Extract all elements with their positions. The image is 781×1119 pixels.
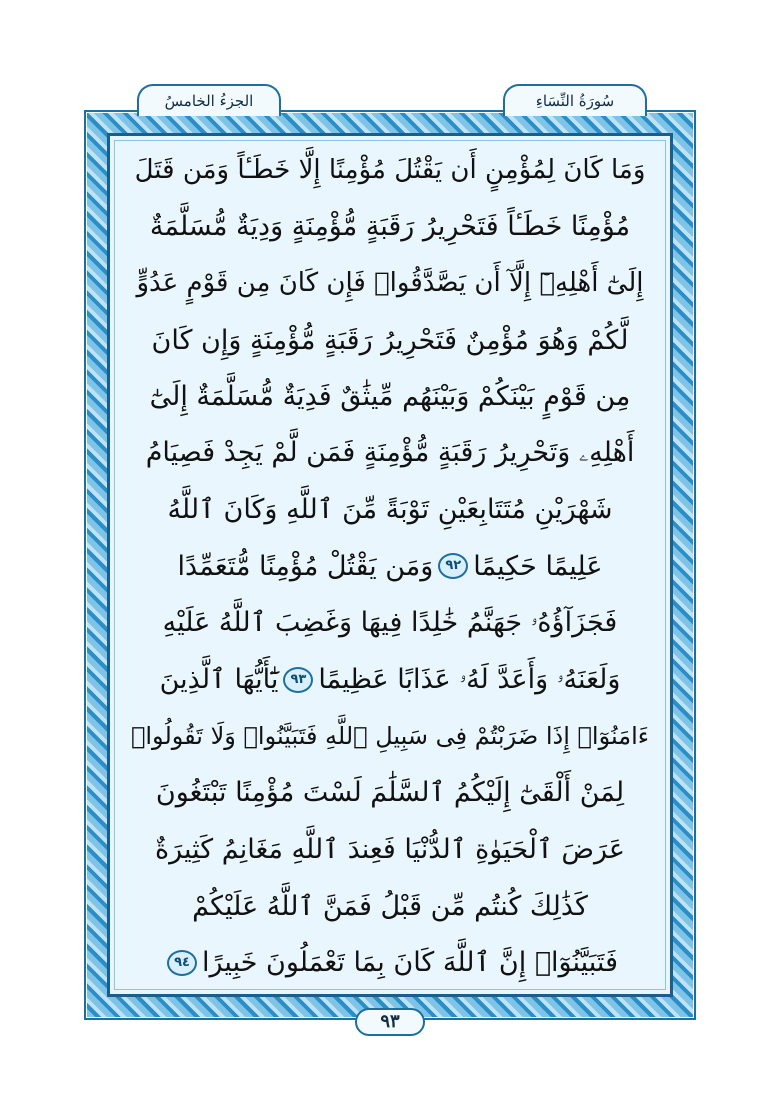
verse-line <box>128 708 652 765</box>
verse-line <box>128 425 652 482</box>
line-text: مُؤْمِنًا خَطَـٔاً فَتَحْرِيرُ رَقَبَةٍ مُّؤْمِنَةٍ وَدِيَةٌ مُّسَلَّمَةٌ <box>149 211 631 243</box>
line-text-after-marker: يَٰٓأَيُّهَا ٱلَّذِينَ <box>159 664 279 696</box>
line-text: لِمَنْ أَلْقَىٰٓ إِلَيْكُمُ ٱلسَّلَٰمَ لَسْتَ مُؤْمِنًا تَبْتَغُونَ <box>155 777 625 809</box>
line-text: مِن قَوْمٍ بَيْنَكُمْ وَبَيْنَهُم مِّيثَٰقٌ فَدِيَةٌ مُّسَلَّمَةٌ إِلَىٰٓ <box>149 381 631 413</box>
line-text: عَلِيمًا حَكِيمًا <box>473 550 603 582</box>
verse-line <box>128 312 652 369</box>
page-number: ٩٣ <box>355 1008 425 1036</box>
verse-line <box>128 538 652 595</box>
line-text-after-marker: وَمَن يَقْتُلْ مُؤْمِنًا مُّتَعَمِّدًا <box>177 550 434 582</box>
verse-line <box>128 651 652 708</box>
ayah-number-marker: ٩٤ <box>167 950 197 976</box>
line-text: وَلَعَنَهُۥ وَأَعَدَّ لَهُۥ عَذَابًا عَظِيمًا <box>318 663 621 695</box>
line-text: وَمَا كَانَ لِمُؤْمِنٍ أَن يَقْتُلَ مُؤْمِنًا إِلَّا خَطَـٔاً وَمَن قَتَلَ <box>134 155 646 186</box>
line-text: فَجَزَآؤُهُۥ جَهَنَّمُ خَٰلِدًا فِيهَا وَغَضِبَ ٱللَّهُ عَلَيْهِ <box>162 607 618 639</box>
juz-label: الجزءُ الخامسُ <box>164 92 254 110</box>
surah-label: سُورَةُ النِّسَاءِ <box>535 92 615 110</box>
verse-line <box>128 821 652 878</box>
verse-line <box>128 142 652 199</box>
ayah-number-marker: ٩٣ <box>283 667 313 693</box>
line-text: فَتَبَيَّنُوٓا۟ إِنَّ ٱللَّهَ كَانَ بِمَا تَعْمَلُونَ خَبِيرًا <box>202 947 618 979</box>
line-text: إِلَىٰٓ أَهْلِهِۦٓ إِلَّآ أَن يَصَّدَّقُوا۟ فَإِن كَانَ مِن قَوْمٍ عَدُوٍّ <box>136 268 644 299</box>
line-text: كَذَٰلِكَ كُنتُم مِّن قَبْلُ فَمَنَّ ٱللَّهُ عَلَيْكُمْ <box>192 890 588 922</box>
verse-line <box>128 878 652 935</box>
verse-line <box>128 934 652 991</box>
surah-header <box>503 84 647 116</box>
verse-line <box>128 199 652 256</box>
line-text: لَّكُمْ وَهُوَ مُؤْمِنٌ فَتَحْرِيرُ رَقَبَةٍ مُّؤْمِنَةٍ وَإِن كَانَ <box>151 324 629 356</box>
verse-line <box>128 765 652 822</box>
verse-line <box>128 595 652 652</box>
verse-lines <box>128 142 652 991</box>
verse-line <box>128 482 652 539</box>
verse-line <box>128 255 652 312</box>
juz-header <box>137 84 281 116</box>
ayah-number-marker: ٩٢ <box>438 553 468 579</box>
verse-line <box>128 368 652 425</box>
line-text: شَهْرَيْنِ مُتَتَابِعَيْنِ تَوْبَةً مِّنَ ٱللَّهِ وَكَانَ ٱللَّهُ <box>167 494 613 526</box>
line-text: عَرَضَ ٱلْحَيَوٰةِ ٱلدُّنْيَا فَعِندَ ٱللَّهِ مَغَانِمُ كَثِيرَةٌ <box>154 833 626 865</box>
line-text: أَهْلِهِۦ وَتَحْرِيرُ رَقَبَةٍ مُّؤْمِنَةٍ فَمَن لَّمْ يَجِدْ فَصِيَامُ <box>145 437 635 469</box>
line-text: ءَامَنُوٓا۟ إِذَا ضَرَبْتُمْ فِى سَبِيلِ ٱللَّهِ فَتَبَيَّنُوا۟ وَلَا تَقُولُوا۟ <box>130 722 650 751</box>
